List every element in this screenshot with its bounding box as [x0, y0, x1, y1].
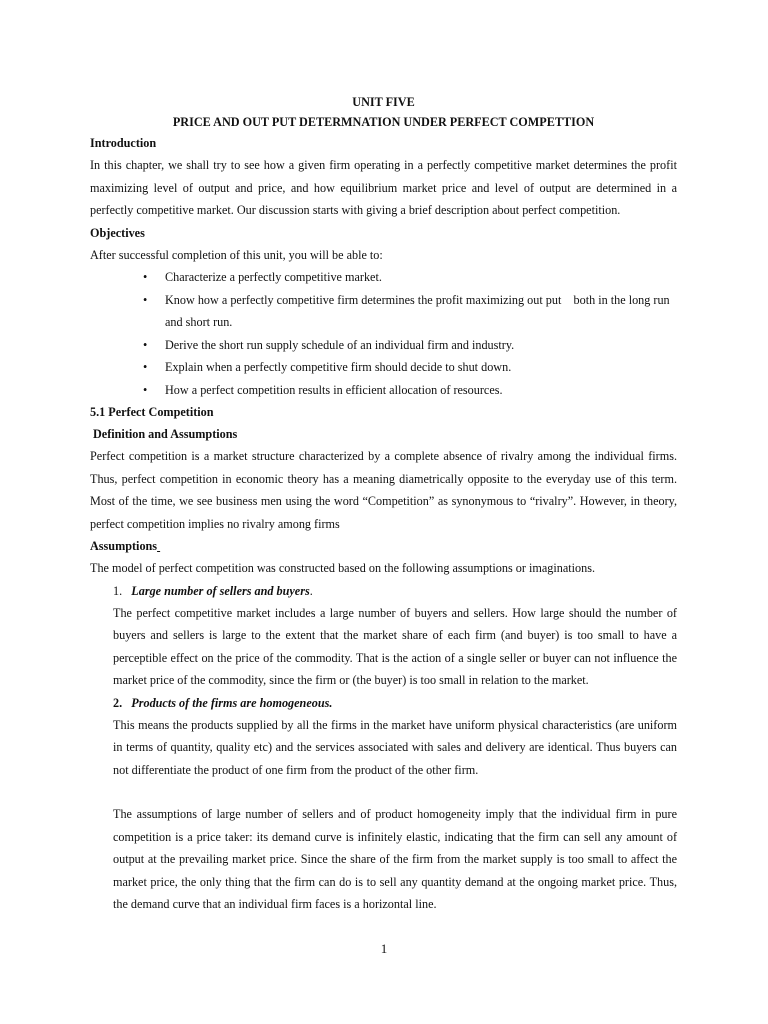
assumption-1-heading — [90, 580, 677, 602]
objective-text: Know how a perfectly competitive firm determines the profit maximizing out put both in the long run and short run. — [165, 292, 673, 329]
assumption-1-number: 1. — [113, 583, 123, 598]
objective-text: How a perfect competition results in efficient allocation of resources. — [165, 382, 503, 397]
assumptions-heading — [90, 535, 677, 557]
assumptions-lead: The model of perfect competition was constructed based on the following assumptions or imaginations. — [90, 561, 595, 575]
section-heading: 5.1 Perfect Competition — [90, 405, 214, 419]
objectives-lead: After successful completion of this unit, you will be able to: — [90, 247, 383, 262]
objective-text: Explain when a perfectly competitive firm should decide to shut down. — [165, 360, 512, 374]
introduction-paragraph: In this chapter, we shall try to see how a given firm operating in a perfectly competitive market determines the profit maximizing level of output and price, and how equilibrium market price and level of output are determined in a perfectly competitive market. Our discussion starts with giving a brief description about perfect competition. — [90, 158, 677, 217]
unit-heading: UNIT FIVE — [352, 95, 415, 109]
assumption-1-period: . — [309, 583, 313, 598]
assumption-2-number: 2. — [113, 695, 123, 710]
objective-item — [90, 379, 677, 402]
bullet-icon: • — [143, 337, 148, 352]
objective-item — [90, 266, 677, 289]
definition-heading: Definition and Assumptions — [93, 427, 238, 441]
document-title: PRICE AND OUT PUT DETERMNATION UNDER PERFECT COMPETTION — [172, 115, 595, 129]
assumption-2-paragraph: This means the products supplied by all the firms in the market have uniform physical characteristics (are uniform in terms of quantity, quality etc) and the services associated with sales and delivery are identical. Thus buyers can not differentiate the product of one firm from the product of the other firm. — [113, 717, 677, 777]
page-number: 1 — [380, 941, 388, 956]
objective-item — [90, 356, 677, 379]
bullet-icon: • — [143, 270, 148, 284]
objective-item — [90, 334, 677, 357]
objective-text: Characterize a perfectly competitive market. — [165, 270, 382, 284]
spacer — [90, 781, 677, 803]
objective-item — [90, 289, 677, 334]
assumption-1-paragraph: The perfect competitive market includes a large number of buyers and sellers. How large should the number of buyers and sellers is large to the extent that the market share of each firm (and buyer) is too small to have a perceptible effect on the price of the commodity. That is the action of a single seller or buyer can not influence the market price of the commodity, since the firm or (the buyer) is too small in relation to the market. — [113, 605, 677, 687]
bullet-icon: • — [143, 360, 148, 374]
objectives-heading: Objectives — [90, 225, 145, 240]
assumption-1-title: Large number of sellers and buyers — [131, 583, 310, 598]
objectives-list — [90, 266, 677, 401]
assumption-2-heading — [90, 692, 677, 714]
definition-paragraph: Perfect competition is a market structure characterized by a complete absence of rivalry among the individual firms. Thus, perfect competition in economic theory has a meaning diametrically opposite to the everyday use of this term. Most of the time, we see business men using the word “Competition” as synonymous to “rivalry”. However, in theory, perfect competition implies no rivalry among firms — [90, 449, 677, 531]
bullet-icon: • — [143, 382, 148, 397]
closing-paragraph: The assumptions of large number of sellers and of product homogeneity imply that the individual firm in pure competition is a price taker: its demand curve is infinitely elastic, indicating that the firm can sell any amount of output at the prevailing market price. Since the share of the firm from the market supply is too small to affect the market price, the only thing that the firm can do is to sell any quantity demand at the ongoing market price. Thus, the demand curve that an individual firm faces is a horizontal line. — [113, 807, 677, 911]
document-page — [90, 92, 677, 916]
objective-text: Derive the short run supply schedule of an individual firm and industry. — [165, 337, 515, 352]
introduction-heading: Introduction — [90, 136, 157, 150]
assumption-2-title: Products of the firms are homogeneous. — [131, 695, 333, 710]
bullet-icon: • — [143, 292, 148, 307]
assumptions-heading-text: Assumptions — [90, 539, 158, 553]
